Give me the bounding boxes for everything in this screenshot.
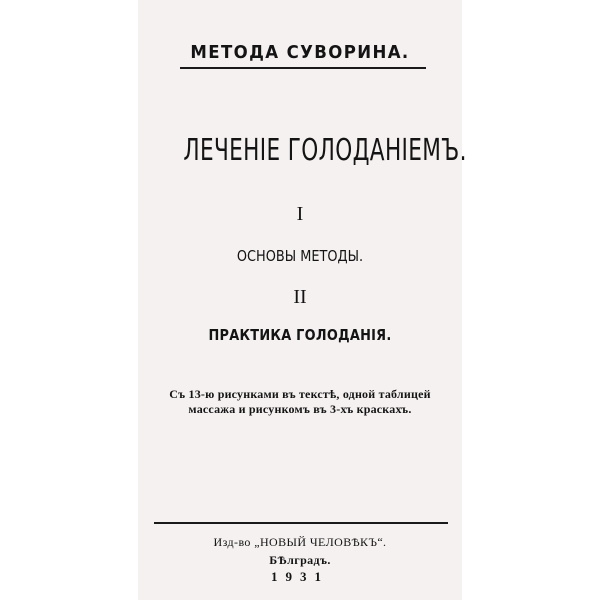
city: БѢлградъ. [269, 553, 331, 567]
series-title: МЕТОДА СУВОРИНА. [190, 42, 410, 63]
part-2-name: ПРАКТИКА ГОЛОДАНІЯ. [208, 326, 392, 344]
title-page [138, 0, 467, 600]
part-1-name: ОСНОВЫ МЕТОДЫ. [236, 247, 364, 265]
book-title: ЛЕЧЕНІЕ ГОЛОДАНІЕМЪ. [183, 133, 467, 168]
illustrations-note-line-1: Съ 13-ю рисунками въ текстѣ, одной таблицей [169, 387, 431, 401]
footer-rule [154, 522, 448, 524]
part-1-number: I [296, 203, 304, 225]
header-underline [180, 67, 426, 69]
part-2-number: II [293, 286, 307, 308]
illustrations-note [138, 387, 462, 417]
illustrations-note-line-2: массажа и рисункомъ въ 3-хъ краскахъ. [188, 402, 412, 416]
year: 1931 [271, 569, 329, 584]
publisher: Изд-во „НОВЫЙ ЧЕЛОВѢКЪ“. [213, 535, 387, 549]
